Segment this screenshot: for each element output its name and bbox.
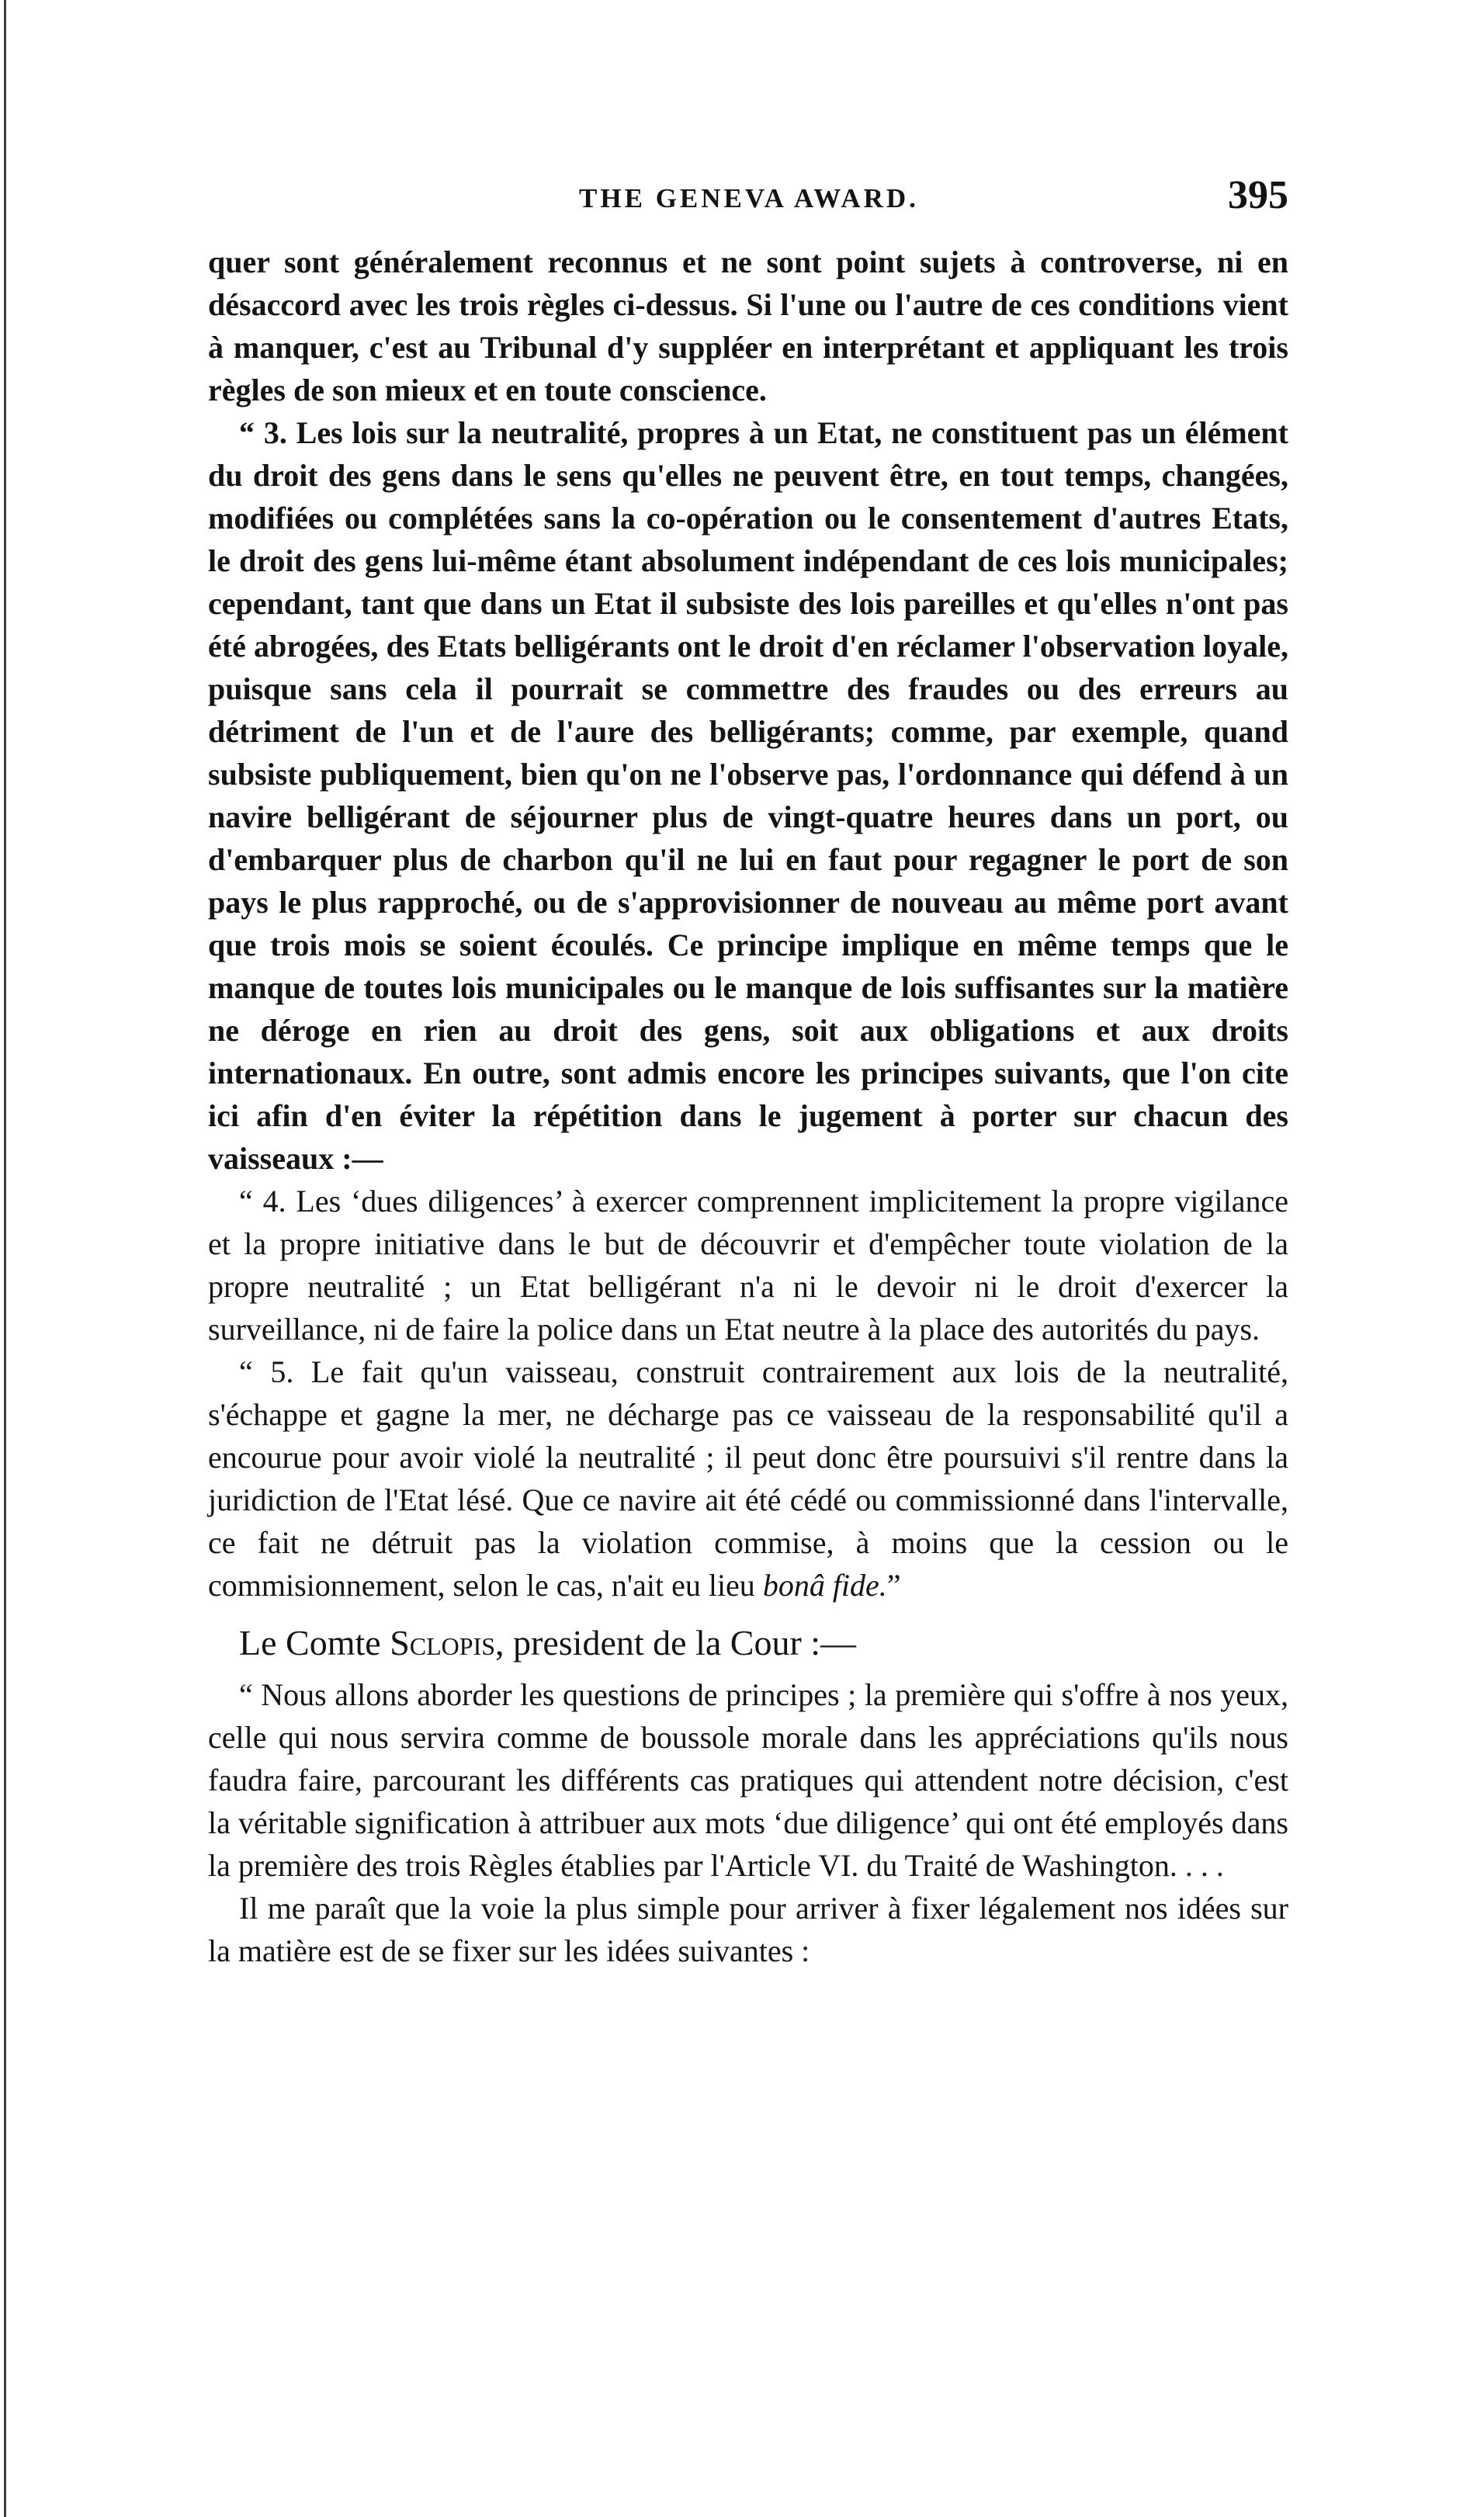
paragraph-sclopis-continuation: Il me paraît que la voie la plus simple pour arriver à fixer légalement nos idées sur la matière est de se fixer sur les idées suivantes :	[208, 1891, 1288, 1968]
speaker-suffix: , president de la Cour :—	[495, 1623, 857, 1662]
italic-bona-fide: bonâ fide.	[762, 1568, 887, 1603]
principle-4-text: “ 4. Les ‘dues diligences’ à exercer comprennent implicitement la propre vigilance et la propre initiative dans le but de découvrir et d'empêcher toute violation de la propre neutralité ; un Etat belligérant n'a ni le devoir ni le droit d'exercer la surveillance, ni de faire la police dans un Etat neutre à la place des autorités du pays.	[208, 1184, 1288, 1347]
paragraph-continuation: quer sont généralement reconnus et ne sont point sujets à controverse, ni en désaccord avec les trois règles ci-dessus. Si l'une ou l'autre de ces conditions vient à manquer, c'est au Tribunal d'y suppléer en interprétant et appliquant les trois règles de son mieux et en toute conscience.	[208, 244, 1288, 407]
speaker-heading	[239, 1617, 1288, 1669]
paragraph-principle-5	[208, 1350, 1288, 1607]
principle-5-text: “ 5. Le fait qu'un vaisseau, construit contrairement aux lois de la neutralité, s'échappe et gagne la mer, ne décharge pas ce vaisseau de la responsabilité qu'il a encourue pour avoir violé la neutralité ; il peut donc être poursuivi s'il rentre dans la juridiction de l'Etat lésé. Que ce navire ait été cédé ou commissionné dans l'intervalle, ce fait ne détruit pas la violation commise, à moins que la cession ou le commisionnement, selon le cas, n'ait eu lieu	[208, 1354, 1288, 1603]
speaker-name: Sclopis	[390, 1623, 496, 1662]
paragraph-sclopis-quote: “ Nous allons aborder les questions de principes ; la première qui s'offre à nos yeux, celle qui nous servira comme de boussole morale dans les appréciations qu'ils nous faudra faire, parcourant les différents cas pratiques qui attendent notre décision, c'est la véritable signification à attribuer aux mots ‘due diligence’ qui ont été employés dans la première des trois Règles établies par l'Article VI. du Traité de Washington. . . .	[208, 1677, 1288, 1883]
paragraph-principle-3: “ 3. Les lois sur la neutralité, propres à un Etat, ne constituent pas un élément du droit des gens dans le sens qu'elles ne peuvent être, en tout temps, changées, modifiées ou complétées sans la co-opération ou le consentement d'autres Etats, le droit des gens lui-même étant absolument indépendant de ces lois municipales; cependant, tant que dans un Etat il subsiste des lois pareilles et qu'elles n'ont pas été abrogées, des Etats belligérants ont le droit d'en réclamer l'observation loyale, puisque sans cela il pourrait se commettre des fraudes ou des erreurs au détriment de l'un et de l'aure des belligérants; comme, par exemple, quand subsiste publiquement, bien qu'on ne l'observe pas, l'ordonnance qui défend à un navire belligérant de séjourner plus de vingt-quatre heures dans un port, ou d'embarquer plus de charbon qu'il ne lui en faut pour regagner le port de son pays le plus rapproché, ou de s'approvisionner de nouveau au même port avant que trois mois se soient écoulés. Ce principe implique en même temps que le manque de toutes lois municipales ou le manque de lois suffisantes sur la matière ne déroge en rien au droit des gens, soit aux obligations et aux droits internationaux. En outre, sont admis encore les principes suivants, que l'on cite ici afin d'en éviter la répétition dans le jugement à porter sur chacun des vaisseaux :—	[208, 415, 1288, 1176]
page-header	[210, 172, 1288, 219]
page-body	[208, 241, 1288, 1972]
paragraph-principle-4	[208, 1180, 1288, 1350]
speaker-prefix: Le Comte	[239, 1623, 390, 1662]
page-edge-line	[4, 0, 6, 2517]
running-title: THE GENEVA AWARD.	[579, 183, 919, 213]
page-number: 395	[1228, 173, 1288, 217]
closing-quote: ”	[886, 1568, 901, 1603]
